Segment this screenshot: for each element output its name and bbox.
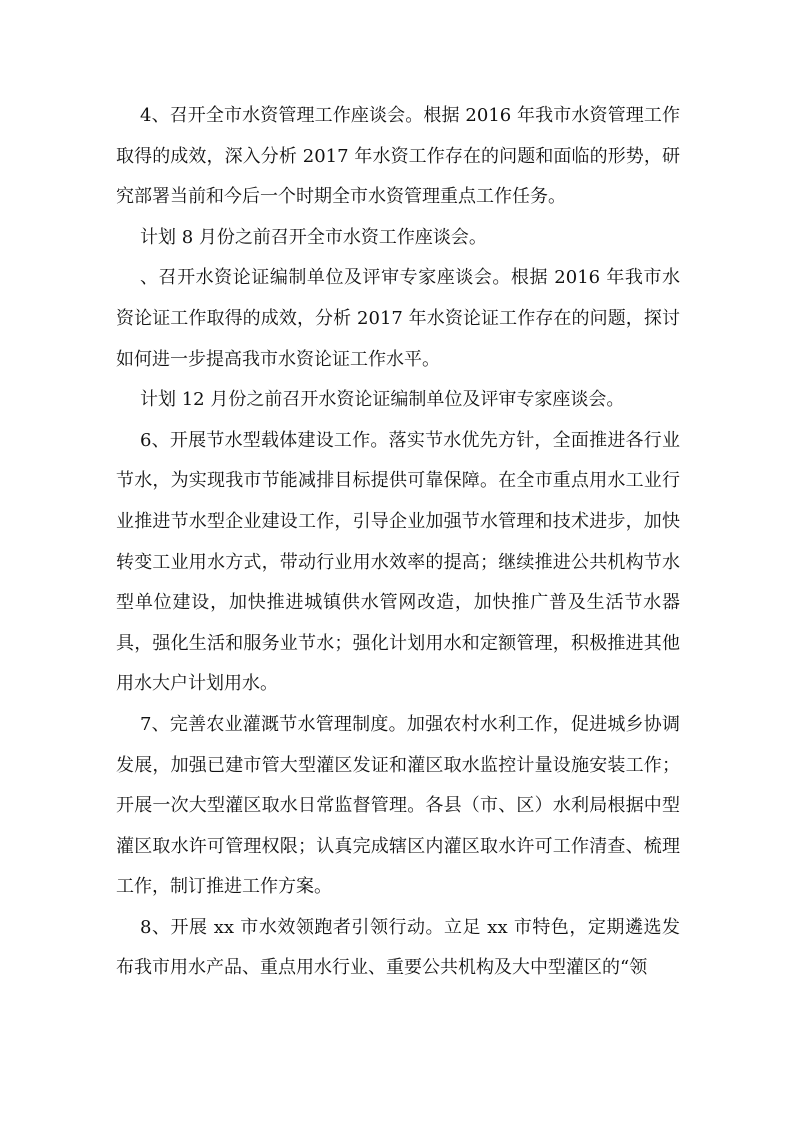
paragraph-item-5: 、召开水资论证编制单位及评审专家座谈会。根据 2016 年我市水资论证工作取得的成效，分析 2017 年水资论证工作存在的问题，探讨如何进一步提高我市水资论证工作水平。 (116, 267, 680, 370)
paragraph-item-4: 4、召开全市水资管理工作座谈会。根据 2016 年我市水资管理工作取得的成效，深入分析 2017 年水资工作存在的问题和面临的形势，研究部署当前和今后一个时期全市水资管理重点工作任务。 (116, 105, 680, 208)
paragraph-item-7: 7、完善农业灌溉节水管理制度。加强农村水利工作，促进城乡协调发展，加强已建市管大型灌区发证和灌区取水监控计量设施安装工作；开展一次大型灌区取水日常监督管理。各县（市、区）水利局根据中型灌区取水许可管理权限；认真完成辖区内灌区取水许可工作清查、梳理工作，制订推进工作方案。 (116, 713, 680, 898)
paragraph-plan-8: 计划 8 月份之前召开全市水资工作座谈会。 (140, 226, 487, 248)
paragraph-item-6: 6、开展节水型载体建设工作。落实节水优先方针，全面推进各行业节水，为实现我市节能减排目标提供可靠保障。在全市重点用水工业行业推进节水型企业建设工作，引导企业加强节水管理和技术进步，加快转变工业用水方式，带动行业用水效率的提高；继续推进公共机构节水型单位建设，加快推进城镇供水管网改造，加快推广普及生活节水器具，强化生活和服务业节水；强化计划用水和定额管理，积极推进其他用水大户计划用水。 (116, 429, 680, 695)
paragraph-plan-12: 计划 12 月份之前召开水资论证编制单位及评审专家座谈会。 (140, 389, 625, 411)
document-body (116, 96, 680, 989)
paragraph-item-8: 8、开展 xx 市水效领跑者引领行动。立足 xx 市特色，定期遴选发布我市用水产品、重点用水行业、重要公共机构及大中型灌区的“领 (116, 916, 680, 979)
